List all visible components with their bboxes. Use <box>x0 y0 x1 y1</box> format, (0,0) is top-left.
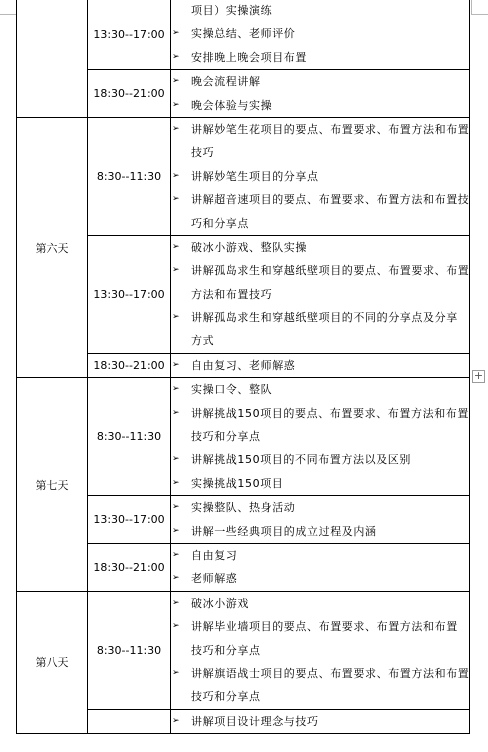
arrowhead-bullet-icon: ➢ <box>172 407 181 418</box>
time-cell: 18:30--21:00 <box>88 353 171 377</box>
activity-text: 破冰小游戏、整队实操 <box>191 240 307 254</box>
activity-text: 讲解项目设计理念与技巧 <box>191 714 319 728</box>
activity-line <box>171 188 469 211</box>
time-cell: 8:30--11:30 <box>88 591 171 709</box>
activity-line <box>171 710 469 733</box>
activity-cell <box>171 0 470 70</box>
activity-line <box>171 118 469 141</box>
time-cell: 13:30--17:00 <box>88 235 171 353</box>
schedule-row <box>17 117 470 235</box>
activity-cell <box>171 543 470 591</box>
activity-line <box>171 520 469 543</box>
activity-line <box>171 448 469 471</box>
activity-text: 晚会流程讲解 <box>191 75 261 89</box>
activity-line <box>171 378 469 401</box>
activity-line <box>171 259 469 282</box>
activity-line <box>171 329 469 352</box>
activity-text: 实操口令、整队 <box>191 383 273 397</box>
activity-line <box>171 0 469 22</box>
time-cell: 13:30--17:00 <box>88 0 171 70</box>
activity-line <box>171 402 469 425</box>
activity-cell <box>171 496 470 544</box>
activity-text: 方法和布置技巧 <box>191 287 273 301</box>
activity-text: 安排晚上晚会项目布置 <box>191 50 307 64</box>
activity-cell <box>171 235 470 353</box>
page-corner-mark-left <box>0 0 17 15</box>
activity-line <box>171 615 469 638</box>
day-cell <box>17 0 88 117</box>
arrowhead-bullet-icon: ➢ <box>172 194 181 205</box>
activity-text: 自由复习 <box>191 548 238 562</box>
activity-cell <box>171 709 470 733</box>
arrowhead-bullet-icon: ➢ <box>172 241 181 252</box>
arrowhead-bullet-icon: ➢ <box>172 502 181 513</box>
arrowhead-bullet-icon: ➢ <box>172 525 181 536</box>
schedule-row <box>17 378 470 496</box>
activity-text: 项目）实操演练 <box>191 4 273 17</box>
activity-text: 破冰小游戏 <box>191 596 249 610</box>
activity-line <box>171 141 469 164</box>
activity-line <box>171 354 469 377</box>
activity-text: 讲解妙笔生项目的分享点 <box>191 169 319 183</box>
activity-line <box>171 639 469 662</box>
activity-text: 讲解超音速项目的要点、布置要求、布置方法和布置技 <box>191 193 470 207</box>
activity-text: 讲解毕业墙项目的要点、布置要求、布置方法和布置 <box>191 620 458 634</box>
activity-text: 技巧和分享点 <box>191 643 261 657</box>
activity-line <box>171 567 469 590</box>
activity-line <box>171 165 469 188</box>
add-row-handle-icon[interactable]: + <box>473 369 484 382</box>
day-cell: 第六天 <box>17 117 88 377</box>
activity-text: 实操挑战150项目 <box>191 476 284 490</box>
activity-cell <box>171 378 470 496</box>
schedule-row <box>17 0 470 70</box>
arrowhead-bullet-icon: ➢ <box>172 667 181 678</box>
activity-line <box>171 22 469 45</box>
activity-line <box>171 592 469 615</box>
activity-line <box>171 544 469 567</box>
activity-text: 老师解惑 <box>191 572 238 586</box>
activity-cell <box>171 591 470 709</box>
arrowhead-bullet-icon: ➢ <box>172 359 181 370</box>
activity-line <box>171 685 469 708</box>
arrowhead-bullet-icon: ➢ <box>172 51 181 62</box>
activity-text: 讲解孤岛求生和穿越纸壁项目的要点、布置要求、布置 <box>191 264 470 278</box>
arrowhead-bullet-icon: ➢ <box>172 573 181 584</box>
activity-text: 实操总结、老师评价 <box>191 27 296 41</box>
activity-text: 讲解孤岛求生和穿越纸壁项目的不同的分享点及分享 <box>191 311 458 325</box>
activity-line <box>171 662 469 685</box>
activity-text: 技巧和分享点 <box>191 430 261 444</box>
arrowhead-bullet-icon: ➢ <box>172 384 181 395</box>
activity-text: 晚会体验与实操 <box>191 98 273 112</box>
arrowhead-bullet-icon: ➢ <box>172 477 181 488</box>
activity-line <box>171 70 469 93</box>
activity-cell <box>171 353 470 377</box>
schedule-body <box>17 0 470 734</box>
activity-line <box>171 46 469 69</box>
arrowhead-bullet-icon: ➢ <box>172 123 181 134</box>
arrowhead-bullet-icon: ➢ <box>172 549 181 560</box>
arrowhead-bullet-icon: ➢ <box>172 312 181 323</box>
arrowhead-bullet-icon: ➢ <box>172 99 181 110</box>
activity-line <box>171 306 469 329</box>
activity-line <box>171 425 469 448</box>
training-schedule-table <box>16 0 470 734</box>
time-cell <box>88 709 171 733</box>
activity-line <box>171 472 469 495</box>
time-cell: 8:30--11:30 <box>88 117 171 235</box>
day-cell: 第八天 <box>17 591 88 733</box>
activity-line <box>171 496 469 519</box>
arrowhead-bullet-icon: ➢ <box>172 621 181 632</box>
activity-text: 讲解挑战150项目的不同布置方法以及区别 <box>191 453 411 467</box>
activity-text: 自由复习、老师解惑 <box>191 358 296 372</box>
activity-cell <box>171 70 470 118</box>
activity-line <box>171 212 469 235</box>
activity-cell <box>171 117 470 235</box>
activity-text: 技巧和分享点 <box>191 690 261 704</box>
day-cell: 第七天 <box>17 378 88 592</box>
arrowhead-bullet-icon: ➢ <box>172 170 181 181</box>
arrowhead-bullet-icon: ➢ <box>172 28 181 39</box>
schedule-row <box>17 591 470 709</box>
activity-text: 方式 <box>191 334 215 348</box>
activity-line <box>171 283 469 306</box>
activity-text: 讲解一些经典项目的成立过程及内涵 <box>191 524 377 538</box>
time-cell: 8:30--11:30 <box>88 378 171 496</box>
arrowhead-bullet-icon: ➢ <box>172 265 181 276</box>
time-cell: 18:30--21:00 <box>88 70 171 118</box>
activity-text: 讲解妙笔生花项目的要点、布置要求、布置方法和布置 <box>191 122 470 136</box>
arrowhead-bullet-icon: ➢ <box>172 454 181 465</box>
activity-text: 技巧 <box>191 146 215 160</box>
time-cell: 18:30--21:00 <box>88 543 171 591</box>
activity-text: 讲解挑战150项目的要点、布置要求、布置方法和布置 <box>191 406 469 420</box>
activity-text: 巧和分享点 <box>191 216 249 230</box>
activity-text: 讲解旗语战士项目的要点、布置要求、布置方法和布置 <box>191 666 470 680</box>
activity-line <box>171 236 469 259</box>
activity-line <box>171 94 469 117</box>
activity-text: 实操整队、热身活动 <box>191 501 296 515</box>
time-cell: 13:30--17:00 <box>88 496 171 544</box>
arrowhead-bullet-icon: ➢ <box>172 76 181 87</box>
page-corner-mark-right <box>471 0 488 15</box>
arrowhead-bullet-icon: ➢ <box>172 715 181 726</box>
arrowhead-bullet-icon: ➢ <box>172 597 181 608</box>
